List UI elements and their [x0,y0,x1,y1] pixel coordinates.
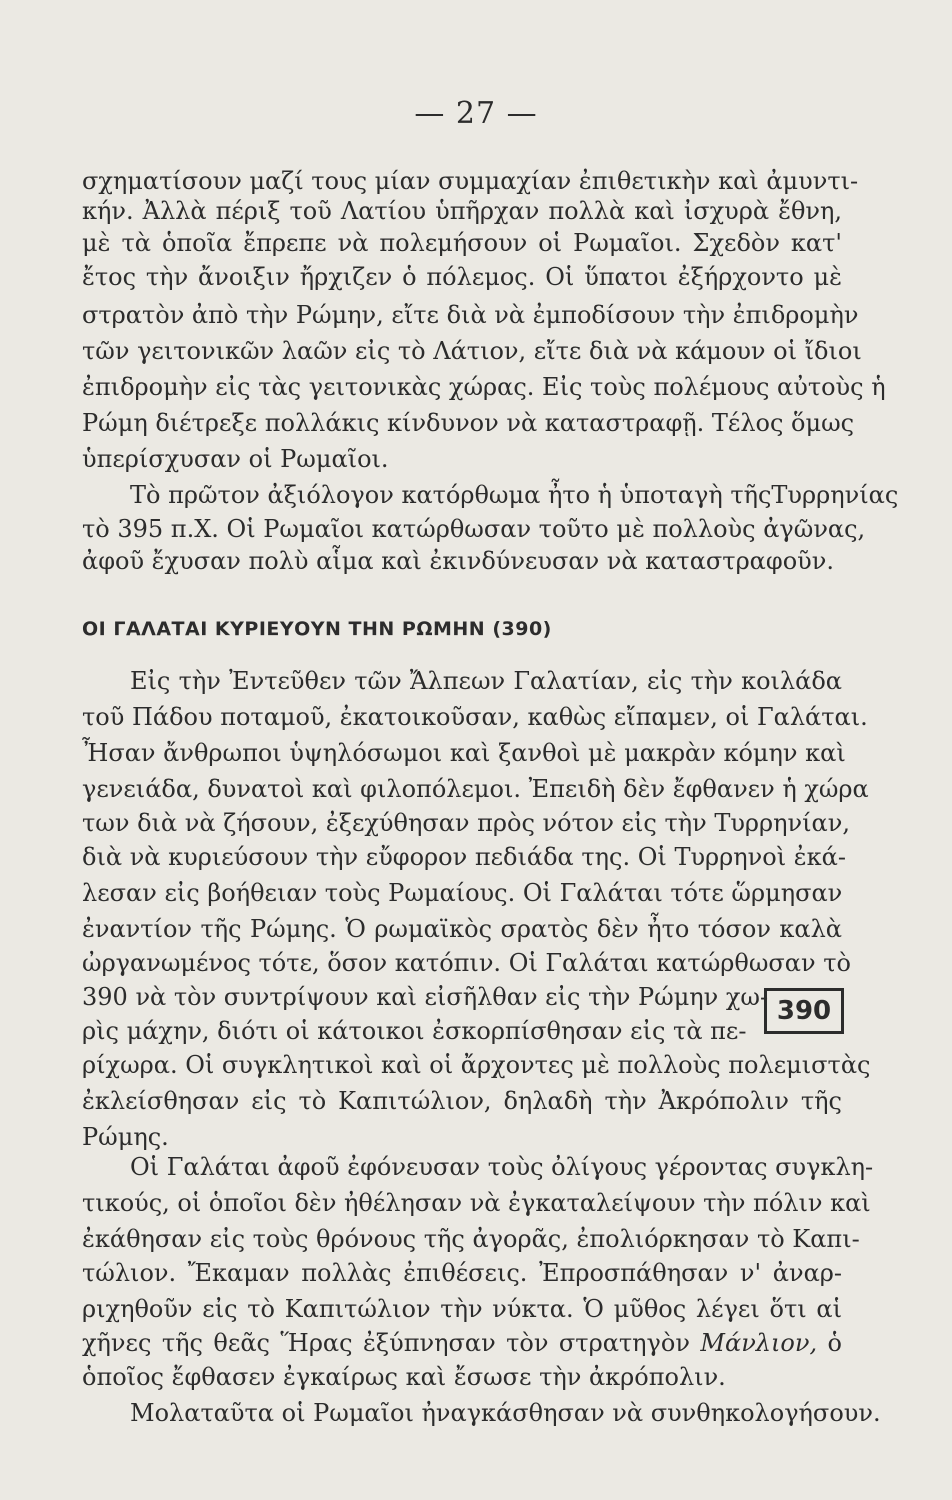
text-line: ὁποῖος ἔφθασεν ἐγκαίρως καὶ ἔσωσε τὴν ἀκρόπολιν. [82,1363,726,1391]
page-number: — 27 — [414,96,538,131]
text-line: στρατὸν ἀπὸ τὴν Ρώμην, εἴτε διὰ νὰ ἐμποδίσουν τὴν ἐπιδρομὴν [82,301,859,329]
margin-year-box: 390 [764,988,844,1034]
text-line: σχηματίσουν μαζί τους μίαν συμμαχίαν ἐπιθετικὴν καὶ ἀμυντι- [82,167,859,195]
text-span: ὁ [817,1329,842,1357]
section-heading: ΟΙ ΓΑΛΑΤΑΙ ΚΥΡΙΕΥΟΥΝ ΤΗΝ ΡΩΜΗΝ (390) [82,618,552,640]
text-line: ὠργανωμένος τότε, ὅσον κατόπιν. Οἱ Γαλάται κατώρθωσαν τὸ [82,949,851,977]
text-line: ἐκάθησαν εἰς τοὺς θρόνους τῆς ἀγορᾶς, ἐπολιόρκησαν τὸ Καπι- [82,1225,860,1253]
text-span: χῆνες τῆς θεᾶς Ἥρας ἐξύπνησαν τὸν στρατηγὸν [82,1329,701,1357]
text-line: Τὸ πρῶτον ἀξιόλογον κατόρθωμα ἦτο ἡ ὑποταγὴ τῆςΤυρρηνίας [130,481,899,509]
text-line: τῶν γειτονικῶν λαῶν εἰς τὸ Λάτιον, εἴτε διὰ νὰ κάμουν οἱ ἴδιοι [82,337,862,365]
text-line: τὸ 395 π.Χ. Οἱ Ρωμαῖοι κατώρθωσαν τοῦτο μὲ πολλοὺς ἀγῶνας, [82,515,866,543]
text-line: Ρώμη διέτρεξε πολλάκις κίνδυνον νὰ καταστραφῇ. Τέλος ὅμως [82,409,855,437]
text-line: ὑπερίσχυσαν οἱ Ρωμαῖοι. [82,445,389,473]
text-line: των διὰ νὰ ζήσουν, ἐξεχύθησαν πρὸς νότον εἰς τὴν Τυρρηνίαν, [82,809,850,837]
italic-name: Μάνλιον, [700,1329,818,1357]
text-line: Εἰς τὴν Ἐντεῦθεν τῶν Ἄλπεων Γαλατίαν, εἰς τὴν κοιλάδα [130,667,842,695]
text-line: Ἦσαν ἄνθρωποι ὑψηλόσωμοι καὶ ξανθοὶ μὲ μακρὰν κόμην καὶ [82,739,846,767]
text-line: ρὶς μάχην, διότι οἱ κάτοικοι ἐσκορπίσθησαν εἰς τὰ πε- [82,1017,747,1045]
text-line [82,1328,842,1358]
text-line: ἐκλείσθησαν εἰς τὸ Καπιτώλιον, δηλαδὴ τὴν Ἀκρόπολιν τῆς [82,1087,842,1115]
text-line: τοῦ Πάδου ποταμοῦ, ἐκατοικοῦσαν, καθὼς εἴπαμεν, οἱ Γαλάται. [82,703,868,731]
text-line: Οἱ Γαλάται ἀφοῦ ἐφόνευσαν τοὺς ὀλίγους γέροντας συγκλη- [130,1153,874,1181]
text-line: διὰ νὰ κυριεύσουν τὴν εὔφορον πεδιάδα της. Οἱ Τυρρηνοὶ ἐκά- [82,843,846,871]
text-line: ἀφοῦ ἔχυσαν πολὺ αἷμα καὶ ἐκινδύνευσαν νὰ καταστραφοῦν. [82,547,834,575]
text-line: τικούς, οἱ ὁποῖοι δὲν ἠθέλησαν νὰ ἐγκαταλείψουν τὴν πόλιν καὶ [82,1189,871,1217]
text-line: λεσαν εἰς βοήθειαν τοὺς Ρωμαίους. Οἱ Γαλάται τότε ὥρμησαν [82,879,843,907]
text-line: κήν. Ἀλλὰ πέριξ τοῦ Λατίου ὑπῆρχαν πολλὰ καὶ ἰσχυρὰ ἔθνη, [82,197,842,225]
text-line: ἐναντίον τῆς Ρώμης. Ὁ ρωμαϊκὸς σρατὸς δὲν ἦτο τόσον καλὰ [82,915,842,943]
text-line: ἔτος τὴν ἄνοιξιν ἤρχιζεν ὁ πόλεμος. Οἱ ὕπατοι ἐξήρχοντο μὲ [82,263,842,291]
text-line: τώλιον. Ἔκαμαν πολλὰς ἐπιθέσεις. Ἐπροσπάθησαν ν' ἀναρ- [82,1259,842,1287]
text-line: ἐπιδρομὴν εἰς τὰς γειτονικὰς χώρας. Εἰς τοὺς πολέμους αὐτοὺς ἡ [82,373,886,401]
text-line: Μολαταῦτα οἱ Ρωμαῖοι ἠναγκάσθησαν νὰ συνθηκολογήσουν. [130,1399,881,1427]
text-line: Ρώμης. [82,1123,169,1151]
text-line: 390 νὰ τὸν συντρίψουν καὶ εἰσῆλθαν εἰς τὴν Ρώμην χω- [82,983,769,1011]
text-line: ρίχωρα. Οἱ συγκλητικοὶ καὶ οἱ ἄρχοντες μὲ πολλοὺς πολεμιστὰς [82,1051,871,1079]
text-line: μὲ τὰ ὁποῖα ἔπρεπε νὰ πολεμήσουν οἱ Ρωμαῖοι. Σχεδὸν κατ' [82,229,842,257]
text-line: ριχηθοῦν εἰς τὸ Καπιτώλιον τὴν νύκτα. Ὁ μῦθος λέγει ὅτι αἱ [82,1295,842,1323]
text-line: γενειάδα, δυνατοὶ καὶ φιλοπόλεμοι. Ἐπειδὴ δὲν ἔφθανεν ἡ χώρα [82,775,869,803]
